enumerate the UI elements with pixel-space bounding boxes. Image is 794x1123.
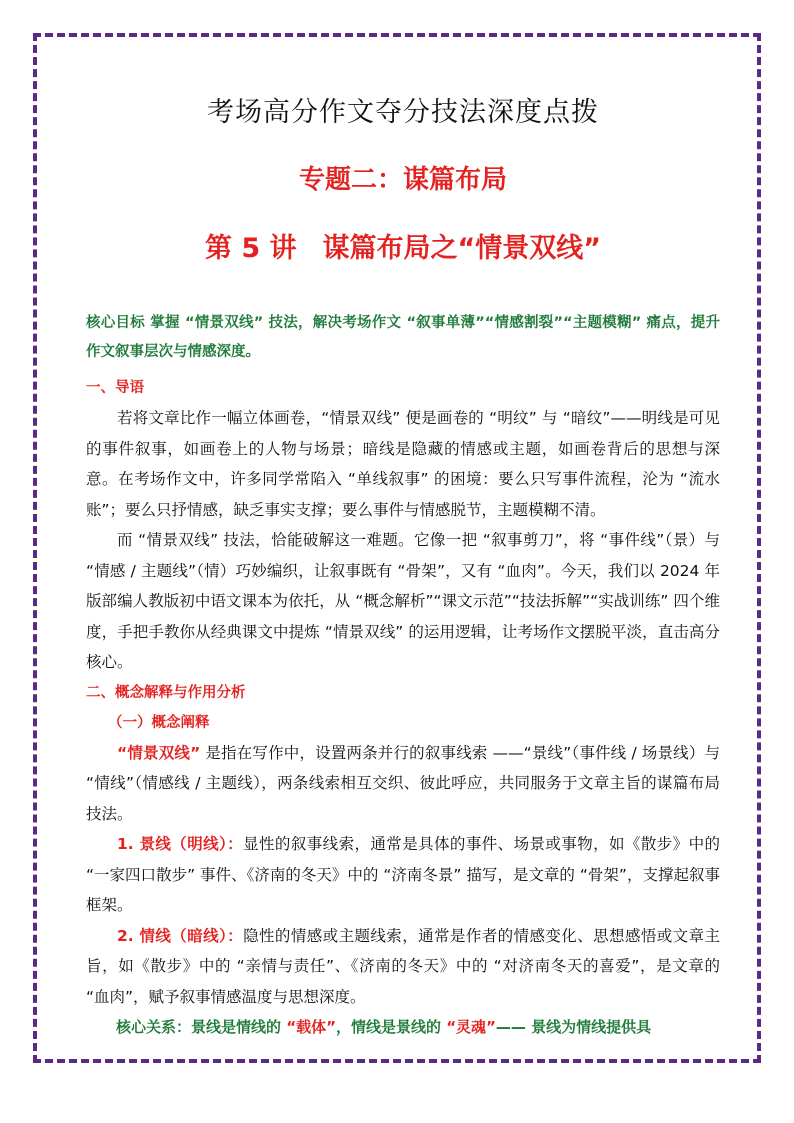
section-heading-concept: 二、概念解释与作用分析 — [86, 684, 246, 701]
lecture-title — [86, 226, 720, 265]
topic-title: 专题二：谋篇布局 — [298, 165, 507, 195]
item-scene-line — [86, 829, 720, 921]
item1-label: 1. 景线（明线）： — [117, 835, 244, 853]
lecture-name: 谋篇布局之“情景双线” — [322, 233, 602, 264]
item-emotion-line — [86, 921, 720, 1013]
item2-text: 隐性的情感或主题线索，通常是作者的情感变化、思想感悟或文章主旨，如《散步》中的 “亲情与责任”、《济南的冬天》中的 “对济南冬天的喜爱”，是文章的 “血肉”，赋予叙事情感温度与思想深度。 — [86, 926, 720, 1006]
document-body — [86, 90, 720, 1042]
definition-text: 是指在写作中，设置两条并行的叙事线索 ——“景线”（事件线 / 场景线）与 “情线”（情感线 / 主题线），两条线索相互交织、彼此呼应，共同服务于文章主旨的谋篇布局技法。 — [86, 743, 720, 823]
item2-label: 2. 情线（暗线）： — [117, 926, 244, 945]
intro-paragraph-2: 而 “情景双线” 技法，恰能破解这一难题。它像一把 “叙事剪刀”，将 “事件线”（景）与 “情感 / 主题线”（情）巧妙编织，让叙事既有 “骨架”，又有 “血肉”。今天，我们以 2024 年版部编人教版初中语文课本为依托，从 “概念解析”“课文示范”“技法拆解”“实战训练” 四个维度，手把手教你从经典课文中提炼 “情景双线” 的运用逻辑，让考场作文摆脱平淡，直击高分核心。 — [86, 531, 720, 671]
core-relation: 核心关系：景线是情线的 “载体”，情线是景线的 “灵魂”—— 景线为情线提供具 — [116, 1018, 652, 1036]
intro-paragraph-1: 若将文章比作一幅立体画卷，“情景双线” 便是画卷的 “明纹” 与 “暗纹”——明线是可见的事件叙事，如画卷上的人物与场景；暗线是隐藏的情感或主题，如画卷背后的思想与深意。在考场作文中，许多同学常陷入 “单线叙事” 的困境：要么只写事件流程，沦为 “流水账”；要么只抒情感，缺乏事实支撑；要么事件与情感脱节，主题模糊不清。 — [86, 409, 721, 519]
item1-text: 显性的叙事线索，通常是具体的事件、场景或事物，如《散步》中的 “一家四口散步” 事件、《济南的冬天》中的 “济南冬景” 描写，是文章的 “骨架”，支撑起叙事框架。 — [86, 835, 720, 914]
main-title: 考场高分作文夺分技法深度点拨 — [207, 97, 599, 128]
subsection-heading-concept: （一）概念阐释 — [108, 714, 210, 731]
section-heading-intro: 一、导语 — [86, 380, 144, 396]
core-goal: 核心目标 掌握 “情景双线” 技法，解决考场作文 “叙事单薄”“情感割裂”“主题模糊” 痛点，提升作文叙事层次与情感深度。 — [86, 315, 720, 360]
lecture-number: 第 5 讲 — [204, 233, 297, 264]
definition-paragraph — [86, 738, 720, 830]
definition-term: “情景双线” — [117, 743, 201, 762]
